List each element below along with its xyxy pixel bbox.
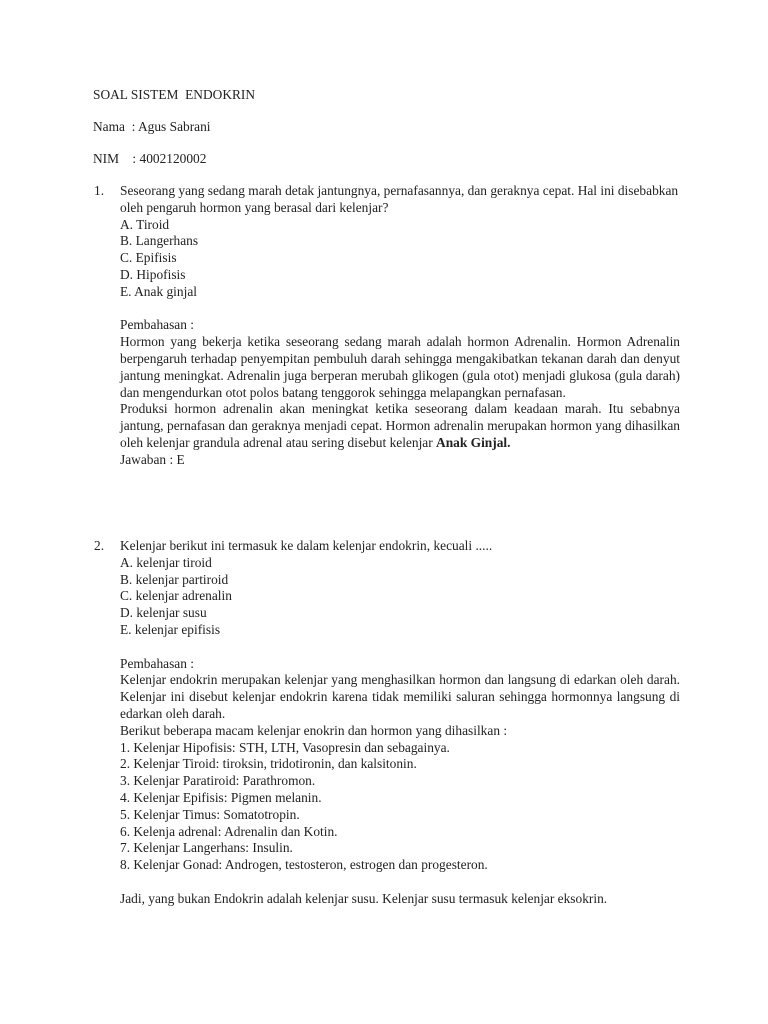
- list-item: 1. Kelenjar Hipofisis: STH, LTH, Vasopresin dan sebagainya.: [120, 739, 450, 755]
- document-title: SOAL SISTEM ENDOKRIN: [93, 87, 256, 102]
- question-2: [94, 538, 680, 908]
- bold-answer: Anak Ginjal.: [436, 434, 511, 450]
- question-number: 2.: [94, 538, 105, 553]
- option: A. Tiroid: [120, 216, 170, 232]
- discussion-paragraph: Hormon yang bekerja ketika seseorang sedang marah adalah hormon Adrenalin. Hormon Adrenalin berpengaruh terhadap penyempitan pembuluh darah sehingga mengakibatkan tekanan darah dan denyut jantung meningkat. Adrenalin juga berperan merubah glikogen (gula otot) menjadi glukosa (gula darah) dan mengendurkan otot polos batang tenggorok sehingga melapangkan pernafasan.: [120, 334, 680, 400]
- discussion-paragraph: Kelenjar endokrin merupakan kelenjar yang menghasilkan hormon dan langsung di edarkan oleh darah. Kelenjar ini disebut kelenjar endokrin karena tidak memiliki saluran sehingga hormonnya langsung di edarkan oleh darah.: [120, 672, 680, 721]
- discussion-paragraph: Produksi hormon adrenalin akan meningkat ketika seseorang dalam keadaan marah. Itu sebabnya jantung, pernafasan dan geraknya menjadi cepat. Hormon adrenalin merupakan hormon yang dihasilkan oleh kelenjar grandula adrenal atau sering disebut kelenjar Anak Ginjal.: [120, 401, 680, 450]
- list-item: 4. Kelenjar Epifisis: Pigmen melanin.: [120, 789, 322, 805]
- student-name: Nama : Agus Sabrani: [93, 119, 211, 134]
- option: A. kelenjar tiroid: [120, 554, 212, 570]
- list-item: 6. Kelenja adrenal: Adrenalin dan Kotin.: [120, 823, 338, 839]
- conclusion: Jadi, yang bukan Endokrin adalah kelenjar susu. Kelenjar susu termasuk kelenjar eksokrin.: [120, 890, 608, 906]
- list-item: 3. Kelenjar Paratiroid: Parathromon.: [120, 773, 316, 789]
- option: E. Anak ginjal: [120, 283, 197, 299]
- option: C. kelenjar adrenalin: [120, 588, 232, 604]
- option: B. Langerhans: [120, 233, 199, 249]
- option: D. Hipofisis: [120, 266, 186, 282]
- answer-line: Jawaban : E: [120, 451, 185, 467]
- question-1: [94, 183, 680, 469]
- question-number: 1.: [94, 183, 105, 198]
- question-text: Kelenjar berikut ini termasuk ke dalam kelenjar endokrin, kecuali .....: [120, 538, 493, 553]
- discussion-label: Pembahasan :: [120, 655, 195, 671]
- student-id: NIM : 4002120002: [93, 151, 207, 166]
- list-item: 2. Kelenjar Tiroid: tiroksin, tridotironin, dan kalsitonin.: [120, 756, 417, 772]
- discussion-label: Pembahasan :: [120, 317, 195, 333]
- question-text: Seseorang yang sedang marah detak jantungnya, pernafasannya, dan geraknya cepat. Hal ini disebabkan oleh pengaruh hormon yang berasal dari kelenjar?: [120, 183, 679, 215]
- list-item: 7. Kelenjar Langerhans: Insulin.: [120, 840, 293, 856]
- list-intro: Berikut beberapa macam kelenjar enokrin dan hormon yang dihasilkan :: [120, 722, 508, 738]
- option: E. kelenjar epifisis: [120, 621, 221, 637]
- option: B. kelenjar partiroid: [120, 571, 229, 587]
- list-item: 5. Kelenjar Timus: Somatotropin.: [120, 806, 300, 822]
- list-item: 8. Kelenjar Gonad: Androgen, testosteron, estrogen dan progesteron.: [120, 857, 488, 873]
- option: C. Epifisis: [120, 250, 177, 266]
- option: D. kelenjar susu: [120, 605, 207, 621]
